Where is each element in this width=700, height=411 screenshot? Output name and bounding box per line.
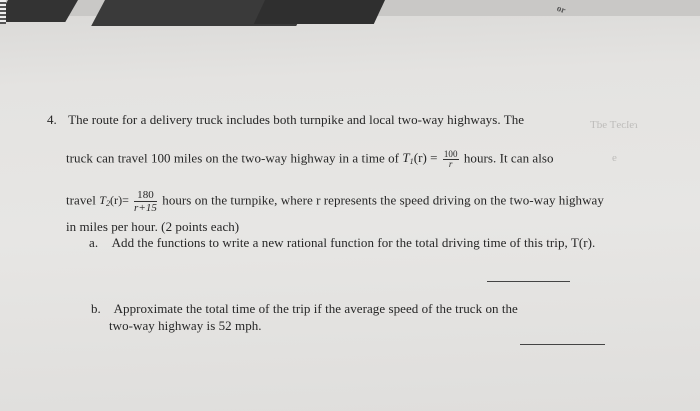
question-number: 4. [47, 112, 57, 127]
t2-symbol: T [99, 193, 106, 208]
part-a-text: Add the functions to write a new rational function for the total driving time of this trip, T(r). [111, 235, 596, 250]
t2-denominator: r+15 [134, 202, 157, 214]
part-b-text-2: two-way highway is 52 mph. [109, 318, 262, 333]
function-t1 [402, 150, 440, 165]
question-text-4: in miles per hour. (2 points each) [66, 219, 240, 234]
t1-subscript: 1 [409, 157, 414, 167]
question-text-2b: hours. It can also [463, 150, 554, 166]
question-line-3 [66, 189, 604, 214]
bleed-through-mark: ɘ [612, 152, 617, 164]
t2-argument: (r)= [110, 193, 129, 208]
bleed-through-mark: ɾɘlɔɘT ɘdT [590, 119, 638, 131]
question-line-4 [66, 219, 239, 235]
part-b-text-1: Approximate the total time of the trip if the average speed of the truck on the [113, 301, 518, 316]
question-line-1 [47, 112, 524, 128]
answer-blank-a[interactable] [487, 281, 570, 282]
part-a-label: a. [89, 235, 99, 250]
t1-argument: (r) = [413, 150, 438, 166]
t1-numerator: 100 [443, 149, 458, 159]
dark-stripe [254, 0, 385, 24]
part-b-label: b. [91, 301, 101, 316]
t2-fraction [134, 189, 157, 214]
t2-numerator: 180 [134, 189, 157, 202]
function-t2 [99, 193, 132, 207]
question-text-1: The route for a delivery truck includes both turnpike and local two-way highways. The [68, 112, 525, 127]
corner-mark: or [555, 2, 567, 16]
question-text-2a: truck can travel 100 miles on the two-way highway in a time of [66, 150, 400, 166]
question-text-3b: hours on the turnpike, where r represents the speed driving on the two-way highway [162, 192, 604, 208]
t2-subscript: 2 [105, 199, 111, 209]
t1-symbol: T [402, 150, 410, 166]
part-b-line-2 [109, 318, 262, 334]
perforated-edge [0, 0, 6, 24]
question-line-2 [66, 150, 554, 169]
dark-stripe [0, 0, 78, 22]
part-b [91, 301, 518, 317]
question-text-3a: travel [66, 192, 96, 208]
t1-fraction [443, 150, 459, 169]
t1-denominator: r [448, 159, 453, 169]
answer-blank-b[interactable] [520, 344, 605, 345]
part-a [89, 235, 595, 251]
